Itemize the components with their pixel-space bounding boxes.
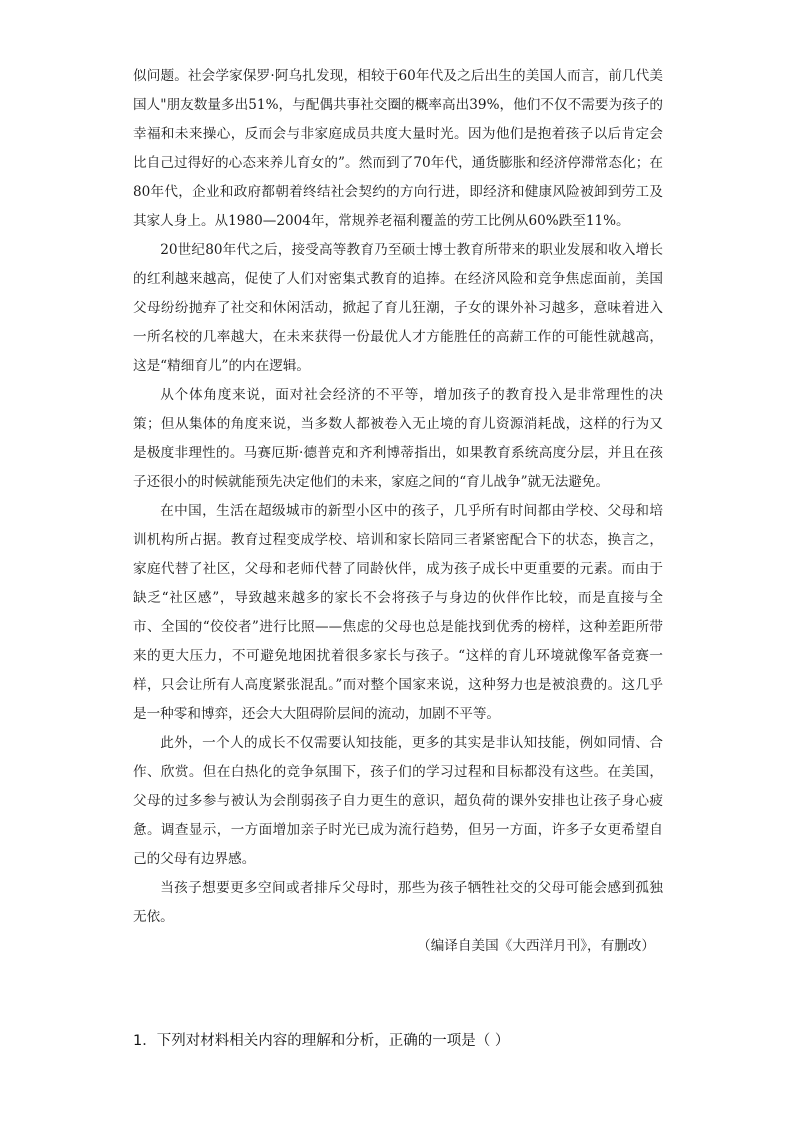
paragraph-3: 从个体角度来说，面对社会经济的不平等，增加孩子的教育投入是非常理性的决策；但从集体的角度来说，当多数人都被卷入无止境的育儿资源消耗战，这样的行为又是极度非理性的。马赛厄斯·德普克和齐利博蒂指出，如果教育系统高度分层，并且在孩子还很小的时候就能预先决定他们的未来，家庭之间的“育儿战争”就无法避免。 [133, 387, 663, 490]
paragraph-5: 此外，一个人的成长不仅需要认知技能，更多的其实是非认知技能，例如同情、合作、欣赏。但在白热化的竞争氛围下，孩子们的学习过程和目标都没有这些。在美国，父母的过多参与被认为会削弱孩子自力更生的意识，超负荷的课外安排也让孩子身心疲惫。调查显示，一方面增加亲子时光已成为流行趋势，但另一方面，许多子女更希望自己的父母有边界感。 [133, 735, 663, 867]
paragraph-1: 似问题。社会学家保罗·阿乌扎发现，相较于60年代及之后出生的美国人而言，前几代美国人"朋友数量多出51%，与配偶共事社交圈的概率高出39%，他们不仅不需要为孩子的幸福和未来操心，反而会与非家庭成员共度大量时光。因为他们是抱着孩子以后肯定会比自己过得好的心态来养儿育女的”。然而到了70年代，通货膨胀和经济停滞常态化；在80年代，企业和政府都朝着终结社会契约的方向行进，即经济和健康风险被卸到劳工及其家人身上。从1980—2004年，常规养老福利覆盖的劳工比例从60%跌至11%。 [133, 68, 663, 229]
paragraph-2: 20世纪80年代之后，接受高等教育乃至硕士博士教育所带来的职业发展和收入增长的红利越来越高，促使了人们对密集式教育的追捧。在经济风险和竞争焦虑面前，美国父母纷纷抛弃了社交和休闲活动，掀起了育儿狂潮，子女的课外补习越多，意味着进入一所名校的几率越大，在未来获得一份最优人才方能胜任的高薪工作的可能性就越高，这是“精细育儿”的内在逻辑。 [133, 242, 663, 374]
article-body [133, 62, 663, 961]
source-citation: （编译自美国《大西洋月刊》，有删改） [417, 938, 655, 954]
paragraph-4: 在中国，生活在超级城市的新型小区中的孩子，几乎所有时间都由学校、父母和培训机构所占据。教育过程变成学校、培训和家长陪同三者紧密配合下的状态，换言之，家庭代替了社区，父母和老师代替了同龄伙伴，成为孩子成长中更重要的元素。而由于缺乏“社区感”，导致越来越多的家长不会将孩子与身边的伙伴作比较，而是直接与全市、全国的“佼佼者”进行比照——焦虑的父母也总是能找到优秀的榜样，这种差距所带来的更大压力，不可避免地困扰着很多家长与孩子。“这样的育儿环境就像军备竞赛一样，只会让所有人高度紧张混乱。”而对整个国家来说，这种努力也是被浪费的。这几乎是一种零和博弈，还会大大阻碍阶层间的流动，加剧不平等。 [133, 503, 663, 722]
paragraph-6: 当孩子想要更多空间或者排斥父母时，那些为孩子牺牲社交的父母可能会感到孤独无依。 [133, 880, 663, 925]
question-1: 1．下列对材料相关内容的理解和分析，正确的一项是（ ） [133, 1033, 510, 1049]
